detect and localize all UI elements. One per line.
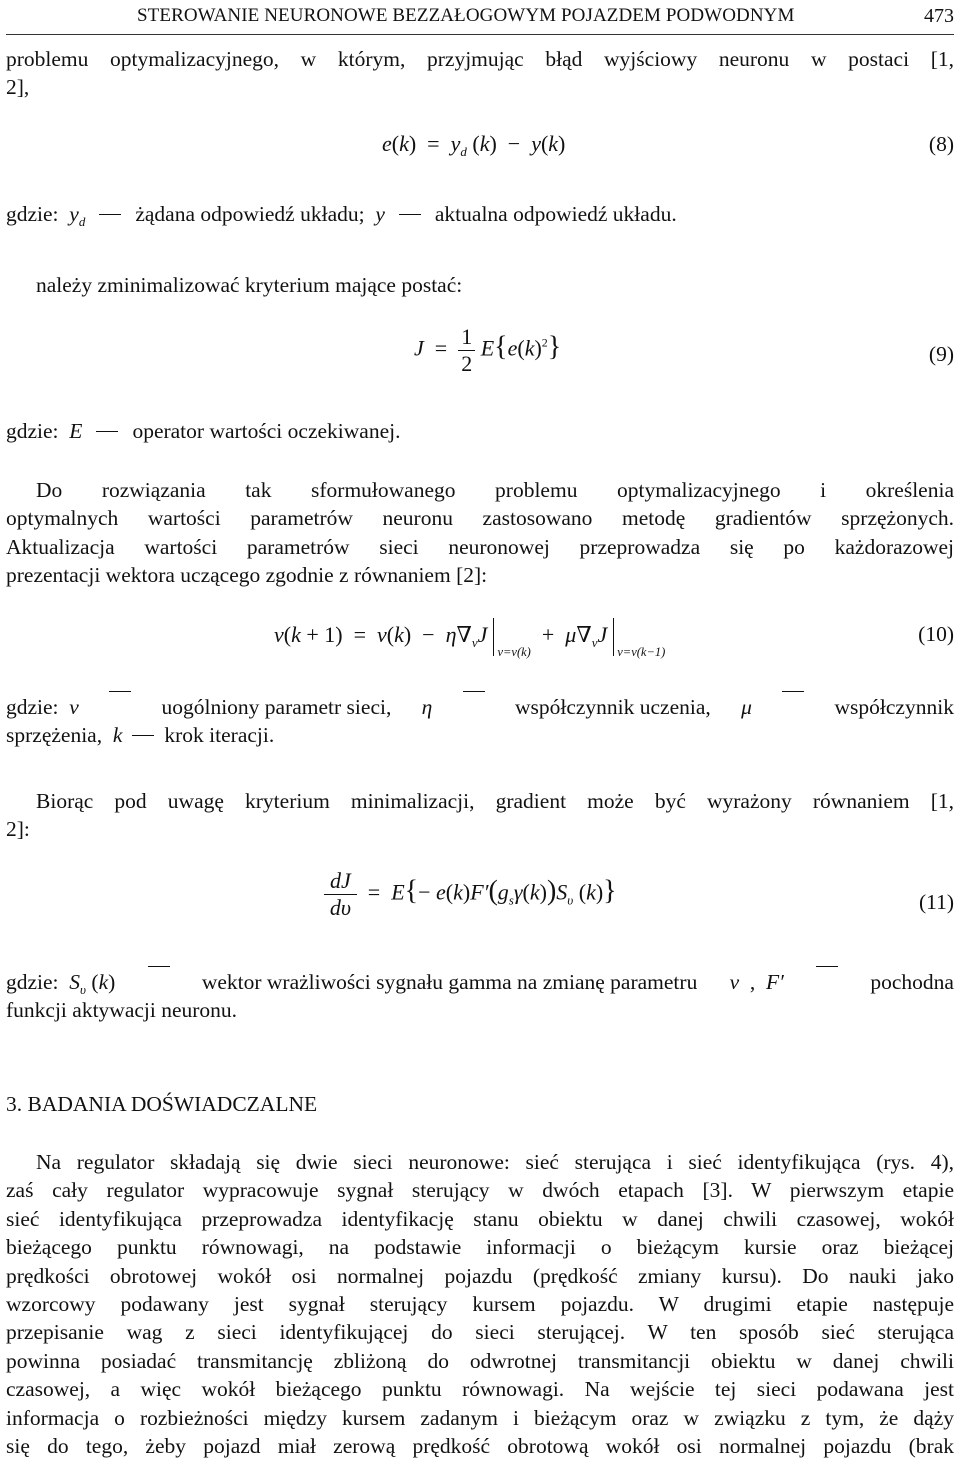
dash: [96, 431, 118, 432]
coupling-text: sprzężenia,: [6, 723, 103, 748]
text-line: sieć identyfikująca przeprowadza identyfikację stanu obiektu w danej chwili czasowej, wokół: [6, 1206, 954, 1231]
equation-10-legend: gdzie: v uogólniony parametr sieci, η współczynnik uczenia, μ współczynnik sprzężenia, k krok iteracji.: [6, 691, 954, 748]
equation-10: [6, 618, 954, 666]
intro-paragraph: [6, 43, 954, 100]
equation-10-number: (10): [918, 622, 954, 646]
equation-11-number: (11): [918, 890, 954, 914]
equation-8-number: (8): [928, 132, 954, 156]
paragraph-regulator: [6, 1146, 954, 1458]
yd-description: żądana odpowiedź układu;: [135, 202, 365, 226]
text-line: problemu optymalizacyjnego, w którym, przyjmując błąd wyjściowy neuronu w postaci [1,: [6, 47, 954, 71]
text-line: prezentacji wektora uczącego zgodnie z równaniem [2]:: [6, 563, 488, 588]
y-description: aktualna odpowiedź układu.: [434, 202, 677, 226]
text-line: funkcji aktywacji neuronu.: [6, 998, 238, 1023]
equation-11-formula: $\frac{dJ}{d\upsilon}$ = $E\{- e(k)F'(g_s\gamma(k))S_\upsilon$ (k)}: [324, 868, 617, 921]
E-description: operator wartości oczekiwanej.: [132, 419, 401, 443]
text-line: Biorąc pod uwagę kryterium minimalizacji, gradient może być wyrażony równaniem [1,: [36, 789, 954, 813]
v-description: uogólniony parametr sieci,: [161, 695, 392, 719]
paragraph-gradient: [6, 785, 954, 842]
page-number: 473: [924, 5, 954, 27]
equation-11: [6, 868, 954, 938]
where-label: gdzie:: [6, 695, 59, 719]
S-description: wektor wrażliwości sygnału gamma na zmianę parametru: [201, 970, 698, 994]
equation-9-formula: J = $\frac{1}{2}$ $E\{e(k)^2\}$: [414, 324, 562, 376]
text-line: przepisanie wag z sieci identyfikującej do sieci sterującej. W ten sposób sieć sterująca: [6, 1320, 954, 1345]
paragraph-gradient-method: [6, 474, 954, 588]
text-line: bieżącego punktu równowagi, na podstawie informacji o bieżącym kursie oraz bieżącej: [6, 1235, 954, 1260]
text-line: wzorcowy podawany jest sygnał sterujący kursem pojazdu. W drugimi etapie następuje: [6, 1291, 954, 1316]
mu-description: współczynnik: [834, 695, 954, 719]
criterion-text: należy zminimalizować kryterium mające postać:: [36, 273, 463, 297]
eta-description: współczynnik uczenia,: [514, 695, 711, 719]
text-line: się do tego, żeby pojazd miał zerową prędkość obrotową wokół osi normalnej pojazdu (brak: [6, 1433, 954, 1458]
equation-8: [6, 128, 954, 164]
equation-9-legend: gdzie: E operator wartości oczekiwanej.: [6, 419, 401, 443]
dash: [132, 735, 154, 736]
equation-9-number: (9): [928, 342, 954, 366]
equation-10-formula: $v(k + 1) = v(k) - \eta\nabla_vJ_{v=v(k)} + \mu\nabla_vJ_{v=v(k-1)}$: [274, 618, 665, 668]
text-line: informacja o rozbieżności między kursem zadanym i bieżącym oraz w związku z tym, że dąży: [6, 1405, 954, 1430]
equation-8-formula: $e(k) = y_d$ (k) − y(k): [382, 131, 566, 159]
text-line: 2]:: [6, 817, 30, 842]
text-line: 2],: [6, 75, 30, 100]
text-line: czasowej, a więc wokół bieżącego punktu równowagi. Na wejście tej sieci podawana jest: [6, 1377, 954, 1402]
equation-8-legend: gdzie: $y_d$ żądana odpowiedź układu; y aktualna odpowiedź układu.: [6, 202, 677, 229]
text-line: Aktualizacja wartości parametrów sieci neuronowej przeprowadza się po każdorazowej: [6, 534, 954, 559]
text-line: zaś cały regulator wypracowuje sygnał sterujący w dwóch etapach [3]. W pierwszym etapie: [6, 1178, 954, 1203]
equation-11-legend: gdzie: $S_\upsilon$ (k) wektor wrażliwości sygnału gamma na zmianę parametru v , F′ pochodna funkcji aktywacji neuronu.: [6, 966, 954, 1023]
section-heading: 3. BADANIA DOŚWIADCZALNE: [6, 1092, 318, 1116]
text-line: powinna posiadać transmitancję zbliżoną do odwrotnej transmitancji obiektu w danej chwili: [6, 1348, 954, 1373]
dash: [99, 214, 121, 215]
dash: [399, 214, 421, 215]
where-label: gdzie:: [6, 419, 59, 443]
text-line: prędkości obrotowej wokół osi normalnej pojazdu (prędkość zmiany kursu). Do nauki jako: [6, 1263, 954, 1288]
where-label: gdzie:: [6, 970, 59, 994]
text-line: Na regulator składają się dwie sieci neuronowe: sieć sterująca i sieć identyfikująca (rys. 4),: [36, 1150, 954, 1174]
F-description: pochodna: [870, 970, 954, 994]
where-label: gdzie:: [6, 202, 59, 226]
text-line: Do rozwiązania tak sformułowanego problemu optymalizacyjnego i określenia: [36, 478, 954, 502]
page: [6, 0, 954, 1466]
k-description: krok iteracji.: [164, 723, 275, 748]
text-line: optymalnych wartości parametrów neuronu zastosowano metodę gradientów sprzężonych.: [6, 506, 954, 531]
equation-9: [6, 320, 954, 384]
running-header: [6, 0, 954, 35]
running-title: STEROWANIE NEURONOWE BEZZAŁOGOWYM POJAZDEM PODWODNYM: [137, 5, 795, 26]
criterion-line: [36, 269, 960, 297]
